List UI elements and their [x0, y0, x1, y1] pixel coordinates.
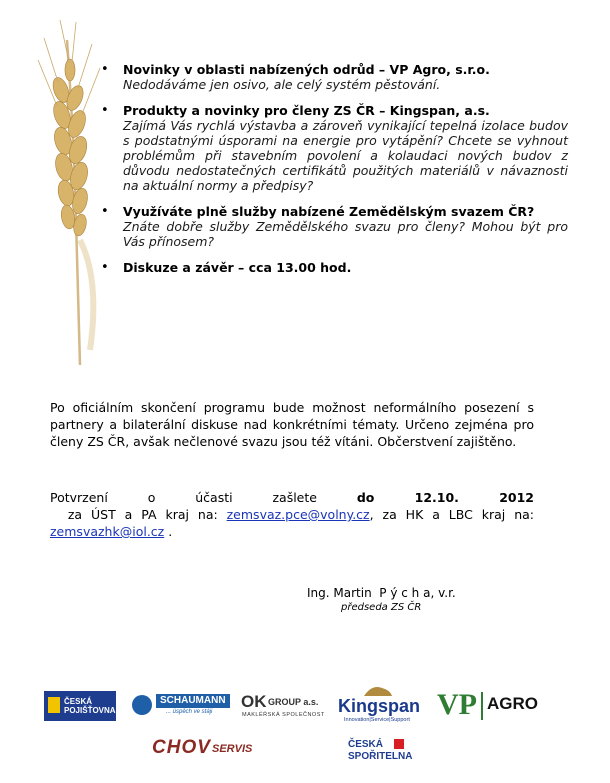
agenda-item-title: Využíváte plně služby nabízené Zemědělským svazem ČR?	[123, 204, 535, 219]
bullet: •	[101, 204, 109, 219]
confirmation-middle: za ÚST a PA kraj na:	[50, 507, 227, 522]
logo-chov-servis-chov: CHOV	[152, 737, 211, 758]
agenda-item	[100, 204, 568, 249]
confirmation-prefix: Potvrzení o účasti zašlete	[50, 490, 357, 505]
logo-schaumann	[132, 693, 226, 719]
agenda-item-description: Zajímá Vás rychlá výstavba a zároveň vynikající tepelná izolace budov s podstatnými úsporami na energie pro vytápění? Chcete se vyhnout problémům při stavebním povolení a kolaudaci nových budov z důvodu nedostatečných certifikátů použitých materiálů v návaznosti na aktuální normy a předpisy?	[123, 118, 568, 193]
agenda-item-title: Produkty a novinky pro členy ZS ČR – Kingspan, a.s.	[123, 103, 490, 118]
signature-role: předseda ZS ČR	[341, 602, 422, 613]
logo-ceska-sporitelna	[346, 737, 418, 767]
email-link-pce[interactable]: zemsvaz.pce@volny.cz	[226, 507, 370, 522]
bullet: •	[101, 260, 109, 275]
logo-okgroup	[241, 692, 329, 720]
logo-ceska-pojistovna-line2: POJIŠŤOVNA	[64, 706, 116, 715]
agenda-item-title: Diskuze a závěr – cca 13.00 hod.	[123, 260, 352, 275]
bullet: •	[101, 103, 109, 118]
agenda-item	[100, 260, 568, 275]
logo-schaumann-tagline: ... úspěch ve stáji	[166, 709, 213, 715]
logo-ceska-sporitelna-line1: ČESKÁ	[348, 739, 384, 750]
logo-vp-agro-vp: VP	[437, 688, 477, 721]
logo-chov-servis	[152, 737, 282, 761]
logo-okgroup-suffix: GROUP a.s.	[268, 697, 319, 707]
agenda-item-description: Nedodáváme jen osivo, ale celý systém pěstování.	[123, 77, 441, 92]
sporitelna-mark-icon	[394, 739, 404, 749]
agenda-item	[100, 62, 568, 92]
logo-vp-agro	[437, 688, 547, 724]
logo-ceska-sporitelna-line2: SPOŘITELNA	[348, 751, 413, 762]
logo-okgroup-ok: OK	[241, 692, 267, 711]
logo-ceska-pojistovna	[44, 691, 116, 721]
logo-kingspan-tagline: Innovation|Service|Support	[344, 717, 410, 723]
signature	[307, 586, 456, 613]
closing-paragraph: Po oficiálním skončení programu bude možnost neformálního posezení s partnery a bilaterální diskuse nad konkrétními tématy. Určeno zejména pro členy ZS ČR, avšak nečlenové svazu jsou též vítáni. Občerstvení zajištěno.	[50, 400, 534, 449]
logo-vp-agro-agro: AGRO	[487, 694, 538, 713]
logo-okgroup-tagline: MAKLÉŘSKÁ SPOLEČNOST	[242, 712, 325, 718]
confirmation-paragraph	[50, 489, 534, 540]
agenda-item	[100, 103, 568, 193]
wheat-illustration	[30, 20, 110, 365]
logo-kingspan-text: Kingspan	[338, 696, 421, 716]
logo-kingspan	[338, 684, 426, 724]
email-link-hk[interactable]: zemsvazhk@iol.cz	[50, 524, 165, 539]
confirmation-middle2: , za HK a LBC kraj na:	[369, 507, 534, 522]
agenda-item-title: Novinky v oblasti nabízených odrůd – VP Agro, s.r.o.	[123, 62, 490, 77]
agenda-item-description: Znáte dobře služby Zemědělského svazu pro členy? Mohou být pro Vás přínosem?	[123, 219, 568, 249]
signature-name: Ing. Martin P ý c h a, v.r.	[307, 586, 456, 600]
confirmation-suffix: .	[164, 524, 173, 539]
logo-chov-servis-servis: SERVIS	[212, 743, 253, 755]
agenda-list	[100, 62, 568, 286]
confirmation-deadline: do 12.10. 2012	[356, 490, 534, 505]
logo-schaumann-text: SCHAUMANN	[156, 694, 230, 708]
logo-ceska-pojistovna-line1: ČESKÁ	[64, 697, 93, 706]
bullet: •	[101, 62, 109, 77]
